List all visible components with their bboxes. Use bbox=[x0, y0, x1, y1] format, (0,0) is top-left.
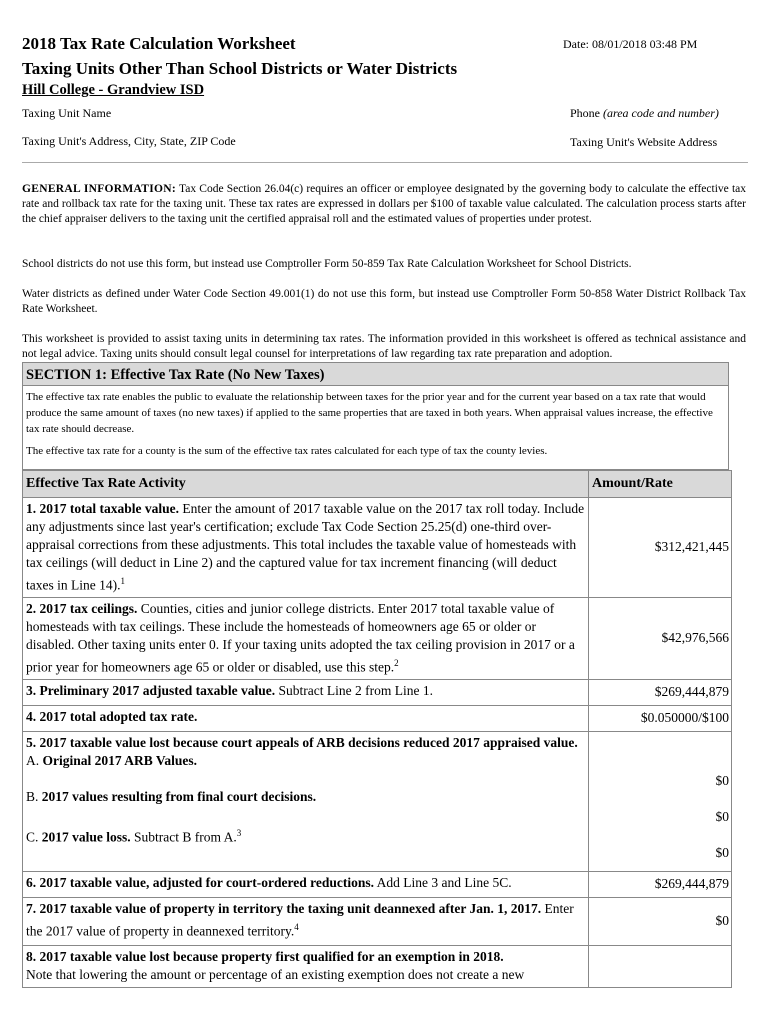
row-2-footnote: 2 bbox=[394, 657, 399, 668]
col-activity-header: Effective Tax Rate Activity bbox=[23, 471, 589, 498]
general-info-paragraph bbox=[22, 182, 746, 227]
row-5-label bbox=[26, 734, 585, 752]
row-5b-prefix: B. bbox=[26, 788, 42, 804]
row-5a-label: Original 2017 ARB Values. bbox=[42, 752, 198, 768]
row-6-label: 6. 2017 taxable value, adjusted for court-ordered reductions. bbox=[26, 874, 374, 890]
row-4-activity bbox=[23, 705, 589, 731]
row-6-text: Add Line 3 and Line 5C. bbox=[373, 874, 512, 890]
row-1-footnote: 1 bbox=[120, 576, 125, 586]
row-8-label: 8. 2017 taxable value lost because property first qualified for an exemption in 2018. bbox=[26, 948, 504, 964]
row-5-label-text: 5. 2017 taxable value lost because court appeals of ARB decisions reduced 2017 appraised value. bbox=[26, 734, 578, 750]
section-1-intro-p2: The effective tax rate for a county is the sum of the effective tax rates calculated for each type of tax the county levies. bbox=[26, 445, 548, 457]
row-4-amount: $0.050000/$100 bbox=[589, 705, 732, 731]
row-2-text: Counties, cities and junior college districts. Enter 2017 total taxable value of homesteads with tax ceilings. These include the homesteads of homeowners age 65 or older or disabled. Other taxing units enter 0. If your taxing units adopted the tax ceiling provision in 2017 or a prior year for homeowners age 65 or older or disabled, use this step. bbox=[26, 600, 575, 674]
row-2-amount: $42,976,566 bbox=[589, 597, 732, 679]
school-districts-note: School districts do not use this form, but instead use Comptroller Form 50-859 Tax Rate Calculation Worksheet for School Districts. bbox=[22, 258, 632, 270]
phone-hint: (area code and number) bbox=[603, 106, 719, 120]
row-5c bbox=[26, 824, 585, 847]
form-title: 2018 Tax Rate Calculation Worksheet bbox=[22, 34, 296, 53]
row-5a-prefix: A. bbox=[26, 752, 43, 768]
general-info-text: Tax Code Section 26.04(c) requires an officer or employee designated by the governing body to calculate the effective tax rate and rollback tax rate for the taxing unit. These tax rates are expressed in dollars per $100 of taxable value calculated. The calculation process starts after the chief appraiser delivers to the taxing unit the certified appraisal roll and the estimated values of properties under protest. bbox=[22, 183, 747, 225]
section-1-title: SECTION 1: Effective Tax Rate (No New Taxes) bbox=[22, 362, 729, 386]
row-6-amount: $269,444,879 bbox=[589, 871, 732, 897]
row-8-amount bbox=[589, 945, 732, 987]
row-7-label: 7. 2017 taxable value of property in territory the taxing unit deannexed after Jan. 1, 2017. bbox=[26, 900, 542, 916]
row-7-footnote: 4 bbox=[294, 921, 299, 932]
table-row-6 bbox=[23, 871, 732, 897]
row-5-amounts bbox=[589, 731, 732, 871]
row-5c-prefix: C. bbox=[26, 829, 42, 844]
row-3-text: Subtract Line 2 from Line 1. bbox=[275, 682, 433, 698]
row-7-activity bbox=[23, 897, 589, 945]
phone-label bbox=[570, 106, 719, 121]
row-5-activity bbox=[23, 731, 589, 871]
row-6-activity bbox=[23, 871, 589, 897]
row-1-activity bbox=[23, 498, 589, 598]
row-2-activity bbox=[23, 597, 589, 679]
table-row-1 bbox=[23, 498, 732, 598]
section-1-intro bbox=[22, 386, 729, 470]
phone-label-text: Phone bbox=[570, 106, 600, 120]
row-5a-amount: $0 bbox=[715, 772, 729, 788]
row-5b-amount: $0 bbox=[715, 808, 729, 824]
table-row-5 bbox=[23, 731, 732, 871]
row-3-label: 3. Preliminary 2017 adjusted taxable value. bbox=[26, 682, 276, 698]
general-info-label: GENERAL INFORMATION: bbox=[22, 183, 177, 195]
table-row-3 bbox=[23, 679, 732, 705]
table-header-row bbox=[23, 471, 732, 498]
col-amount-header: Amount/Rate bbox=[589, 471, 732, 498]
address-label: Taxing Unit's Address, City, State, ZIP Code bbox=[22, 134, 236, 148]
taxing-unit-name-label: Taxing Unit Name bbox=[22, 106, 112, 120]
table-row-4 bbox=[23, 705, 732, 731]
row-5b bbox=[26, 788, 585, 806]
form-subtitle: Taxing Units Other Than School Districts or Water Districts bbox=[22, 59, 458, 78]
row-5a bbox=[26, 752, 585, 770]
row-8-activity bbox=[23, 945, 589, 987]
website-label: Taxing Unit's Website Address bbox=[570, 135, 718, 149]
worksheet-disclaimer: This worksheet is provided to assist taxing units in determining tax rates. The information provided in this worksheet is offered as technical assistance and not legal advice. Taxing units should consult legal counsel for interpretations of law regarding tax rate preparation and adoption. bbox=[22, 333, 746, 360]
row-5c-label: 2017 value loss. bbox=[41, 829, 131, 844]
row-3-amount: $269,444,879 bbox=[589, 679, 732, 705]
row-1-label: 1. 2017 total taxable value. bbox=[26, 501, 179, 516]
taxing-unit-name-value: Hill College - Grandview ISD bbox=[22, 82, 205, 98]
section-1-intro-p1: The effective tax rate enables the public to evaluate the relationship between taxes for the prior year and for the current year based on a tax rate that would produce the same amount of taxes (no new taxes) if applied to the same properties that are taxed in both years. When appraisal values increase, the effective tax rate should decrease. bbox=[26, 391, 713, 435]
row-5c-amount: $0 bbox=[715, 844, 729, 860]
row-7-text: Enter the 2017 value of property in deannexed territory. bbox=[26, 900, 574, 938]
form-date: Date: 08/01/2018 03:48 PM bbox=[563, 37, 698, 51]
header-divider bbox=[22, 162, 748, 163]
row-5c-footnote: 3 bbox=[236, 827, 242, 838]
row-2-label: 2. 2017 tax ceilings. bbox=[26, 600, 138, 616]
table-row-7 bbox=[23, 897, 732, 945]
row-4-label: 4. 2017 total adopted tax rate. bbox=[26, 708, 198, 724]
row-5c-text: Subtract B from A. bbox=[130, 829, 237, 844]
table-row-2 bbox=[23, 597, 732, 679]
row-1-amount: $312,421,445 bbox=[589, 498, 732, 598]
row-7-amount: $0 bbox=[589, 897, 732, 945]
table-row-8 bbox=[23, 945, 732, 987]
row-1-text: Enter the amount of 2017 taxable value on the 2017 tax roll today. Include any adjustments since last year's certification; exclude Tax Code Section 25.25(d) one-third over-appraisal corrections from these adjustments. This total includes the taxable value of homesteads with tax ceilings (will deduct in Line 2) and the captured value for tax increment financing (will deduct taxes in Line 14). bbox=[26, 501, 585, 593]
row-8-text: Note that lowering the amount or percentage of an existing exemption does not create a new bbox=[26, 966, 525, 982]
water-districts-note: Water districts as defined under Water Code Section 49.001(1) do not use this form, but instead use Comptroller Form 50-858 Water District Rollback Tax Rate Worksheet. bbox=[22, 288, 746, 315]
row-3-activity bbox=[23, 679, 589, 705]
effective-tax-rate-table bbox=[22, 470, 732, 988]
row-5b-label: 2017 values resulting from final court decisions. bbox=[41, 788, 317, 804]
